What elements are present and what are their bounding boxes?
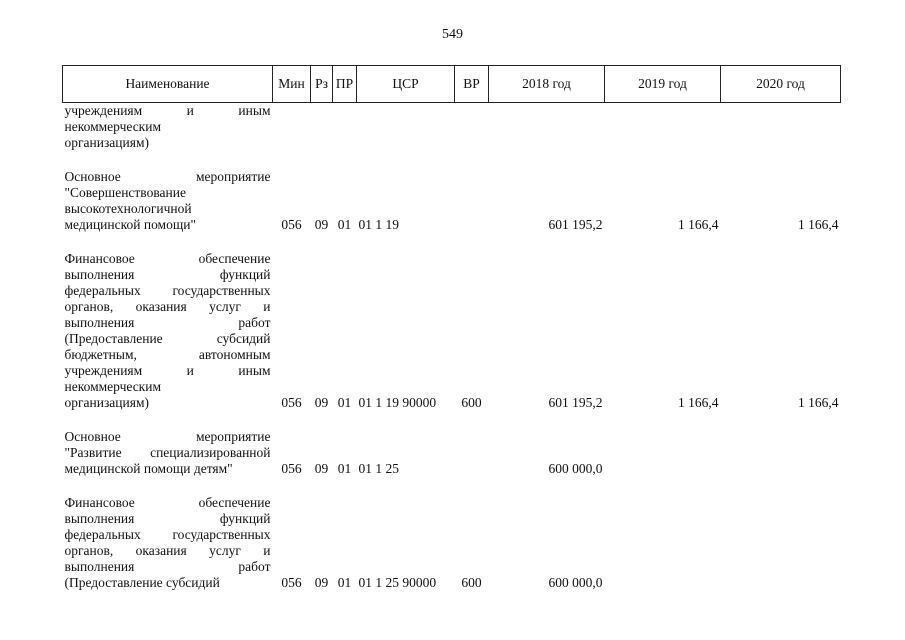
cell-2020: 1 166,4	[798, 217, 839, 232]
cell-rz: 09	[314, 575, 329, 590]
cell-2018: 601 195,2	[548, 395, 603, 410]
cell-csr	[357, 103, 455, 152]
column-header-rz: Рз	[311, 66, 333, 103]
column-header-min: Мин	[273, 66, 311, 103]
name-line: выполнения функций	[64, 511, 271, 526]
table-row	[63, 169, 841, 233]
name-line: организациям)	[64, 135, 150, 150]
table-row	[63, 495, 841, 591]
cell-min: 056	[281, 217, 302, 232]
cell-min	[273, 103, 311, 152]
cell-2018	[489, 103, 605, 152]
name-line: органов, оказания услуг и	[64, 299, 271, 314]
cell-name	[63, 103, 273, 152]
name-line: "Развитие специализированной	[64, 445, 271, 460]
name-line: федеральных государственных	[64, 527, 271, 542]
column-header-2020: 2020 год	[721, 66, 841, 103]
cell-2019	[605, 429, 721, 477]
cell-csr: 01 1 19	[358, 217, 399, 232]
cell-2018: 600 000,0	[548, 461, 603, 476]
cell-rz: 09	[314, 461, 329, 476]
name-line: органов, оказания услуг и	[64, 543, 271, 558]
cell-vr	[455, 103, 489, 152]
cell-min: 056	[281, 575, 302, 590]
name-line: выполнения работ	[64, 559, 271, 574]
cell-rz: 09	[314, 395, 329, 410]
table-body	[63, 103, 841, 592]
cell-2019: 1 166,4	[678, 395, 719, 410]
cell-vr: 600	[461, 395, 482, 410]
cell-2019	[605, 495, 721, 591]
cell-pr: 01	[337, 217, 352, 232]
row-spacer	[63, 411, 841, 429]
table-row	[63, 103, 841, 152]
row-spacer	[63, 477, 841, 495]
name-line: федеральных государственных	[64, 283, 271, 298]
page-number: 549	[442, 27, 463, 42]
column-header-2018: 2018 год	[489, 66, 605, 103]
cell-2020	[721, 429, 841, 477]
cell-csr: 01 1 25 90000	[358, 575, 437, 590]
name-line: "Совершенствование	[64, 185, 186, 200]
name-line: бюджетным, автономным	[64, 347, 271, 362]
name-line: организациям)	[64, 395, 150, 410]
cell-vr	[455, 429, 489, 477]
table-header-row	[63, 66, 841, 103]
cell-rz: 09	[314, 217, 329, 232]
row-spacer-cell	[63, 411, 841, 429]
column-header-vr: ВР	[455, 66, 489, 103]
cell-name	[63, 251, 273, 411]
cell-csr: 01 1 19 90000	[358, 395, 437, 410]
budget-table	[62, 65, 841, 591]
column-header-csr: ЦСР	[357, 66, 455, 103]
cell-pr: 01	[337, 395, 352, 410]
name-line: Финансовое обеспечение	[64, 251, 271, 266]
cell-rz	[311, 103, 333, 152]
cell-name	[63, 429, 273, 477]
table-row	[63, 429, 841, 477]
name-line: некоммерческим	[64, 119, 162, 134]
name-line: учреждениям и иным	[64, 363, 271, 378]
name-line: высокотехнологичной	[64, 201, 192, 216]
cell-vr	[455, 169, 489, 233]
cell-2020: 1 166,4	[798, 395, 839, 410]
column-header-pr: ПР	[333, 66, 357, 103]
name-line: (Предоставление субсидий	[64, 331, 271, 346]
name-line: выполнения функций	[64, 267, 271, 282]
cell-min: 056	[281, 461, 302, 476]
cell-2018: 600 000,0	[548, 575, 603, 590]
cell-pr	[333, 103, 357, 152]
name-line: Основное мероприятие	[64, 169, 271, 184]
name-line: медицинской помощи"	[64, 217, 196, 232]
row-spacer	[63, 151, 841, 169]
name-line: Основное мероприятие	[64, 429, 271, 444]
name-line: некоммерческим	[64, 379, 162, 394]
cell-2019	[605, 103, 721, 152]
column-header-name: Наименование	[63, 66, 273, 103]
row-spacer-cell	[63, 477, 841, 495]
name-line: медицинской помощи детям"	[64, 461, 233, 476]
column-header-2019: 2019 год	[605, 66, 721, 103]
cell-pr: 01	[337, 575, 352, 590]
cell-2020	[721, 495, 841, 591]
row-spacer	[63, 233, 841, 251]
name-line: выполнения работ	[64, 315, 271, 330]
row-spacer-cell	[63, 233, 841, 251]
cell-2019: 1 166,4	[678, 217, 719, 232]
cell-name	[63, 169, 273, 233]
cell-name	[63, 495, 273, 591]
cell-2018: 601 195,2	[548, 217, 603, 232]
cell-2020	[721, 103, 841, 152]
table-row	[63, 251, 841, 411]
name-line: (Предоставление субсидий	[64, 575, 220, 590]
name-line: учреждениям и иным	[64, 103, 271, 118]
cell-min: 056	[281, 395, 302, 410]
cell-pr: 01	[337, 461, 352, 476]
cell-csr: 01 1 25	[358, 461, 399, 476]
cell-vr: 600	[461, 575, 482, 590]
name-line: Финансовое обеспечение	[64, 495, 271, 510]
row-spacer-cell	[63, 151, 841, 169]
